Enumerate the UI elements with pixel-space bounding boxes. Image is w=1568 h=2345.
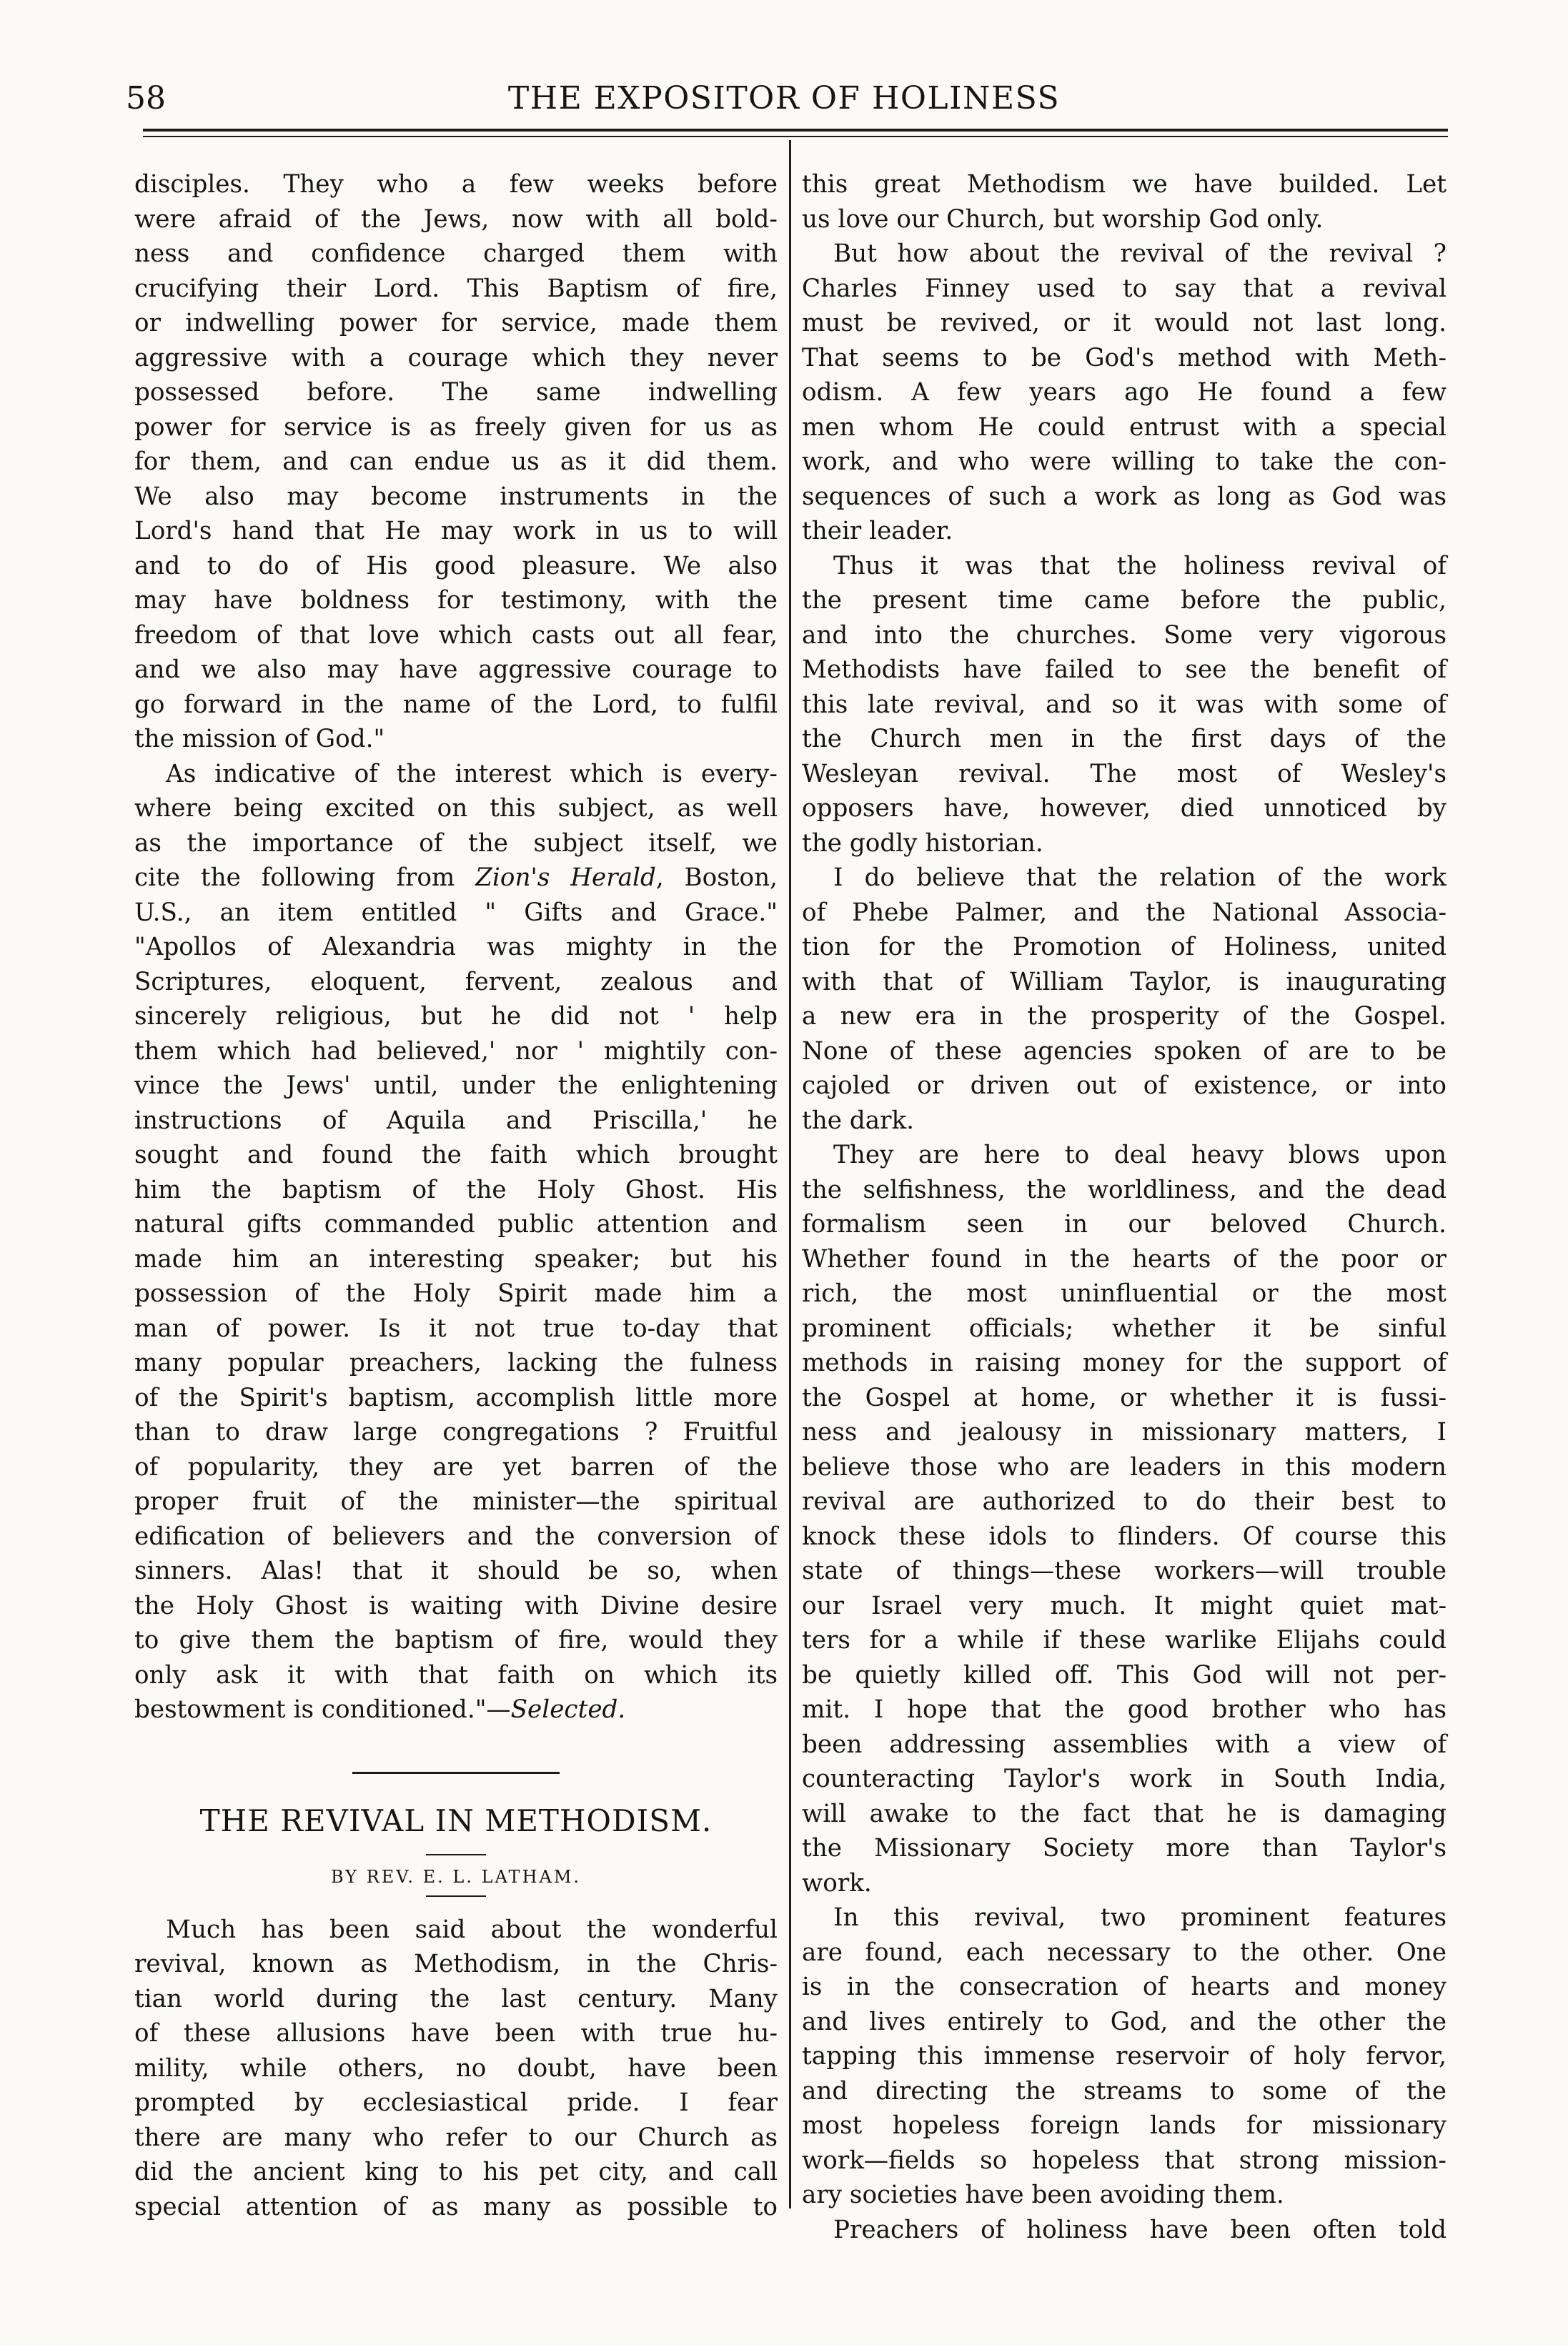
text-line: power for service is as freely given for us as [134, 412, 778, 442]
text-line: freedom of that love which casts out all fear, [134, 620, 778, 650]
text-line: possessed before. The same indwelling [134, 378, 778, 407]
text-line: crucifying their Lord. This Baptism of fire, [134, 274, 778, 303]
text-line: As indicative of the interest which is every- [166, 759, 778, 788]
text-line: men whom He could entrust with a special [802, 412, 1447, 442]
right-column [802, 167, 1447, 2247]
text-line: their leader. [802, 517, 953, 545]
text-line: Methodists have failed to see the benefit of [802, 655, 1447, 684]
text-line: methods in raising money for the support of [802, 1349, 1447, 1377]
text-line: state of things—these workers—will trouble [802, 1557, 1447, 1585]
text-line: work, and who were willing to take the con- [802, 447, 1447, 476]
text-line: ters for a while if these warlike Elijahs could [802, 1626, 1447, 1655]
text-line: and directing the streams to some of the [802, 2076, 1447, 2106]
text-line: the Holy Ghost is waiting with Divine desire [134, 1591, 778, 1620]
text-line: Preachers of holiness have been often told [833, 2215, 1447, 2244]
text-line: tapping this immense reservoir of holy fervor, [802, 2042, 1447, 2071]
text-line: and into the churches. Some very vigorous [802, 620, 1447, 650]
text-line: will awake to the fact that he is damaging [802, 1799, 1447, 1828]
text-line: for them, and can endue us as it did them. [134, 447, 778, 476]
text-line: They are here to deal heavy blows upon [833, 1141, 1447, 1169]
column-divider [789, 140, 791, 2208]
text-line: cajoled or driven out of existence, or into [802, 1071, 1447, 1100]
text-line: tian world during the last century. Many [134, 1984, 778, 2013]
text-line: this late revival, and so it was with some of [802, 690, 1447, 719]
text-line: most hopeless foreign lands for missionary [802, 2111, 1447, 2140]
text-line: special attention of as many as possible to [134, 2192, 778, 2221]
text-line: work. [802, 1868, 872, 1898]
publication-title: Zion's Herald [475, 863, 656, 892]
text-line: revival, known as Methodism, in the Chris- [134, 1950, 778, 1978]
section-rule [352, 1772, 560, 1774]
text-line: Charles Finney used to say that a revival [802, 274, 1447, 303]
text-line: sincerely religious, but he did not ' help [134, 1002, 778, 1031]
title-rule [426, 1854, 486, 1855]
text-line: the Gospel at home, or whether it is fussi- [802, 1383, 1447, 1412]
text-line: aggressive with a courage which they never [134, 343, 778, 372]
text-line: sought and found the faith which brought [134, 1141, 778, 1169]
text-line: or indwelling power for service, made them [134, 309, 778, 337]
article-title: THE REVIVAL IN METHODISM. [199, 1803, 713, 1838]
text-line: Whether found in the hearts of the poor or [802, 1244, 1447, 1274]
byline-rule [426, 1895, 486, 1897]
text-line: be quietly killed off. This God will not per- [802, 1660, 1447, 1690]
text-line: natural gifts commanded public attention and [134, 1210, 778, 1239]
text-line: instructions of Aquila and Priscilla,' he [134, 1106, 778, 1135]
text-span: bestowment is conditioned."— [134, 1695, 511, 1724]
header-rule-thin [143, 136, 1448, 137]
text-line: Wesleyan revival. The most of Wesley's [802, 759, 1447, 788]
text-line: there are many who refer to our Church as [134, 2123, 778, 2152]
text-line: of popularity, they are yet barren of the [134, 1452, 778, 1482]
header-rule-thick [143, 129, 1448, 132]
text-line: man of power. Is it not true to-day that [134, 1314, 778, 1343]
text-line: may have boldness for testimony, with the [134, 586, 778, 615]
text-line: than to draw large congregations ? Fruitful [134, 1418, 778, 1447]
text-line: revival are authorized to do their best to [802, 1487, 1447, 1516]
text-line: where being excited on this subject, as well [134, 794, 778, 823]
text-line: possession of the Holy Spirit made him a [134, 1279, 778, 1308]
text-line: Thus it was that the holiness revival of [833, 551, 1447, 580]
text-line: believe those who are leaders in this modern [802, 1452, 1447, 1482]
text-span: cite the following from [134, 863, 476, 892]
text-line: must be revived, or it would not last long. [802, 309, 1447, 337]
text-line: a new era in the prosperity of the Gospel. [802, 1002, 1447, 1031]
text-line: ness and jealousy in missionary matters, I [802, 1418, 1447, 1447]
text-line: Scriptures, eloquent, fervent, zealous and [134, 967, 778, 996]
text-line: with that of William Taylor, is inaugurating [802, 967, 1447, 996]
text-line: work—fields so hopeless that strong mission- [802, 2146, 1447, 2175]
text-line: In this revival, two prominent features [833, 1903, 1447, 1932]
text-line: counteracting Taylor's work in South India, [802, 1765, 1447, 1793]
text-line: ary societies have been avoiding them. [802, 2181, 1284, 2209]
text-line: rich, the most uninfluential or the most [802, 1279, 1447, 1308]
text-line: our Israel very much. It might quiet mat- [802, 1591, 1447, 1620]
text-line [134, 861, 778, 896]
text-line: as the importance of the subject itself, we [134, 828, 778, 858]
text-line: the present time came before the public, [802, 586, 1447, 615]
text-line: prominent officials; whether it be sinful [802, 1314, 1447, 1343]
text-line: is in the consecration of hearts and money [802, 1973, 1447, 2001]
text-line: prompted by ecclesiastical pride. I fear [134, 2088, 778, 2117]
text-line: We also may become instruments in the [134, 482, 778, 511]
text-line: proper fruit of the minister—the spiritual [134, 1487, 778, 1516]
text-line: the Church men in the first days of the [802, 725, 1447, 753]
text-line: vince the Jews' until, under the enlightening [134, 1071, 778, 1100]
text-line: made him an interesting speaker; but his [134, 1244, 778, 1274]
text-line: But how about the revival of the revival ? [833, 239, 1447, 268]
text-line: did the ancient king to his pet city, and call [134, 2158, 778, 2186]
text-line: ness and confidence charged them with [134, 239, 778, 268]
text-line: were afraid of the Jews, now with all bold- [134, 204, 778, 234]
text-line: many popular preachers, lacking the fulness [134, 1349, 778, 1377]
byline: BY REV. E. L. LATHAM. [330, 1866, 582, 1887]
text-line: the mission of God." [134, 725, 385, 753]
text-line: to give them the baptism of fire, would they [134, 1626, 778, 1655]
text-line: the selfishness, the worldliness, and the dead [802, 1175, 1447, 1204]
attribution: Selected. [510, 1695, 626, 1724]
text-line: are found, each necessary to the other. One [802, 1938, 1447, 1967]
text-span: , Boston, [655, 863, 778, 892]
text-line: "Apollos of Alexandria was mighty in the [134, 933, 778, 961]
text-line: disciples. They who a few weeks before [134, 170, 778, 199]
text-line: and we also may have aggressive courage to [134, 655, 778, 684]
text-line: them which had believed,' nor ' mightily con- [134, 1036, 778, 1066]
text-line: of Phebe Palmer, and the National Associa- [802, 898, 1447, 927]
text-line: None of these agencies spoken of are to be [802, 1036, 1447, 1066]
text-line: of these allusions have been with true hu- [134, 2019, 778, 2048]
text-line: sinners. Alas! that it should be so, when [134, 1557, 778, 1585]
text-line: him the baptism of the Holy Ghost. His [134, 1175, 778, 1204]
text-line: tion for the Promotion of Holiness, united [802, 933, 1447, 961]
text-line: knock these idols to flinders. Of course this [802, 1522, 1447, 1551]
text-line: Lord's hand that He may work in us to will [134, 517, 778, 545]
text-line: the godly historian. [802, 828, 1043, 858]
text-line: and to do of His good pleasure. We also [134, 551, 778, 580]
text-line: Much has been said about the wonderful [166, 1915, 778, 1944]
text-line: of the Spirit's baptism, accomplish little more [134, 1383, 778, 1412]
left-column [134, 167, 778, 2224]
text-line: odism. A few years ago He found a few [802, 378, 1447, 407]
text-line: only ask it with that faith on which its [134, 1660, 778, 1690]
text-line: the dark. [802, 1106, 915, 1135]
text-line [134, 1692, 778, 1727]
text-line: mility, while others, no doubt, have been [134, 2053, 778, 2083]
text-line: been addressing assemblies with a view of [802, 1730, 1447, 1759]
text-line: mit. I hope that the good brother who has [802, 1695, 1447, 1724]
text-line: I do believe that the relation of the work [833, 863, 1447, 892]
text-line: edification of believers and the conversion of [134, 1522, 778, 1551]
text-line: go forward in the name of the Lord, to fulfil [134, 690, 778, 719]
text-line: sequences of such a work as long as God was [802, 482, 1447, 511]
text-line: opposers have, however, died unnoticed by [802, 794, 1447, 823]
text-line: formalism seen in our beloved Church. [802, 1210, 1447, 1239]
text-line: and lives entirely to God, and the other the [802, 2007, 1447, 2036]
running-title: THE EXPOSITOR OF HOLINESS [507, 80, 1061, 116]
text-line: U.S., an item entitled " Gifts and Grace." [134, 898, 778, 927]
page-number: 58 [126, 80, 166, 116]
text-line: us love our Church, but worship God only. [802, 204, 1324, 234]
text-line: That seems to be God's method with Meth- [802, 343, 1447, 372]
text-line: the Missionary Society more than Taylor's [802, 1834, 1447, 1863]
text-line: this great Methodism we have builded. Let [802, 170, 1447, 199]
